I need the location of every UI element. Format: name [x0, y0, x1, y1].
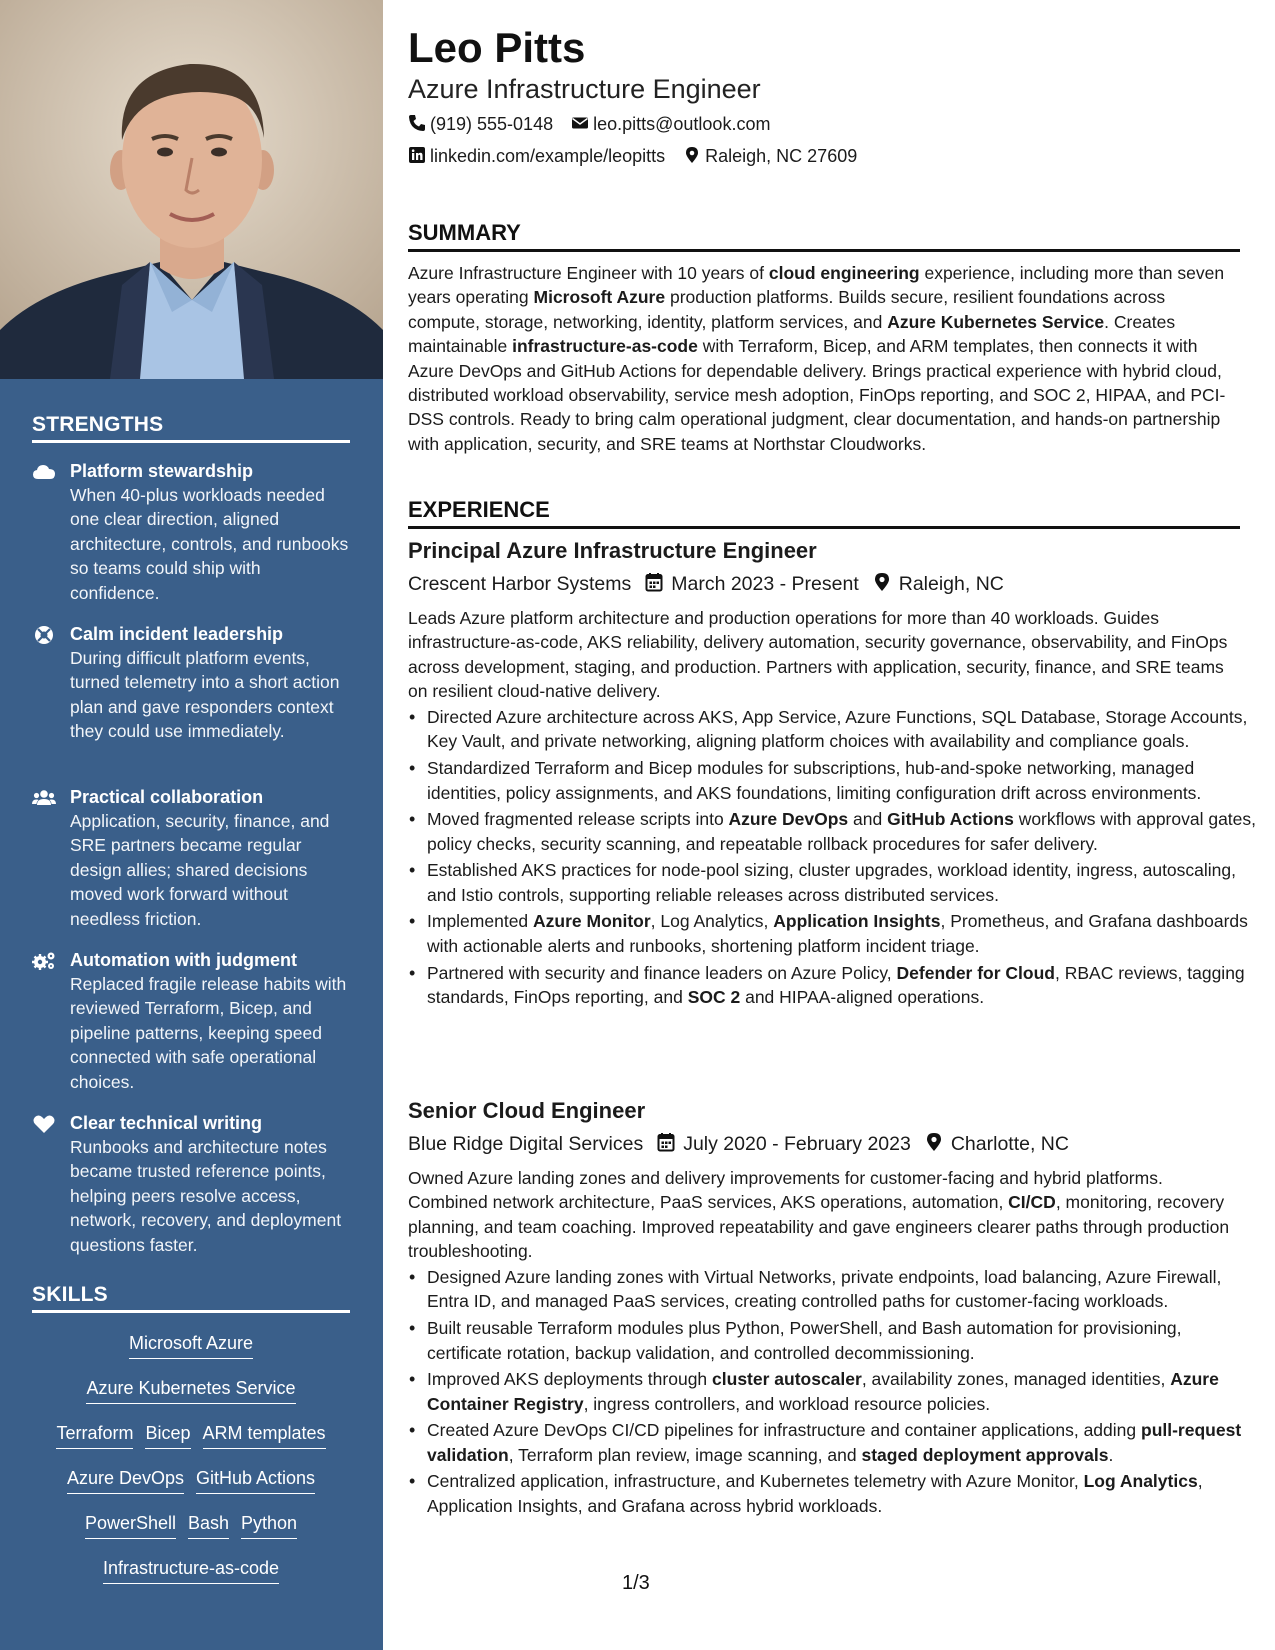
phone-icon	[408, 114, 426, 132]
job-dates: March 2023 - Present	[671, 573, 859, 595]
body-text: . Creates maintainable	[408, 311, 1176, 357]
emphasis-text: Azure Container Registry	[427, 1369, 1219, 1414]
emphasis-text: Microsoft Azure	[533, 287, 666, 308]
emphasis-text: cluster autoscaler	[712, 1369, 862, 1390]
emphasis-text: Log Analytics	[1083, 1471, 1198, 1492]
body-text: production platforms. Builds secure, resilient foundations across compute, storage, networking, identity, platform services, and	[408, 287, 1166, 332]
skill-chip: ARM templates	[203, 1423, 326, 1449]
skill-chip: Azure DevOps	[67, 1468, 184, 1494]
body-text: Owned Azure landing zones and delivery improvements for customer-facing and hybrid platforms. Combined network architecture, PaaS services, AKS operations, automation,	[408, 1168, 1163, 1213]
body-text: and HIPAA-aligned operations.	[740, 986, 985, 1007]
body-text: , RBAC reviews, tagging standards, FinOps reporting, and	[427, 962, 1245, 1007]
job-title: Senior Cloud Engineer	[408, 1098, 646, 1123]
emphasis-text: CI/CD	[1008, 1192, 1056, 1213]
job-dates: July 2020 - February 2023	[683, 1133, 911, 1155]
bullet-item	[427, 1367, 1259, 1416]
life-ring-icon	[32, 625, 56, 645]
bullet-item	[427, 1418, 1259, 1467]
emphasis-text: Application Insights	[773, 911, 941, 932]
page-number: 1/3	[622, 1572, 650, 1594]
body-text: and	[848, 809, 888, 830]
strength-item	[32, 948, 350, 1094]
bullet-item	[427, 807, 1259, 856]
body-text: , Application Insights, and Grafana across hybrid workloads.	[427, 1471, 1203, 1516]
body-text: , monitoring, recovery planning, and team coaching. Improved repeatability and gave engineers clearer paths through production troubleshooting.	[408, 1192, 1230, 1262]
job-location: Raleigh, NC	[898, 573, 1004, 595]
body-text: workflows with approval gates, policy checks, security scanning, and repeatable rollback procedures for safer delivery.	[427, 809, 1257, 854]
envelope-icon	[571, 114, 589, 132]
bullet-item	[427, 1316, 1259, 1365]
skill-chip: Azure Kubernetes Service	[86, 1378, 295, 1404]
job-bullets	[408, 1265, 1259, 1521]
emphasis-text: SOC 2	[687, 986, 741, 1007]
linkedin-icon	[408, 146, 426, 164]
body-text: Centralized application, infrastructure, and Kubernetes telemetry with Azure Monitor,	[427, 1471, 1084, 1492]
bullet-item	[427, 858, 1259, 907]
job-summary: Leads Azure platform architecture and production operations for more than 40 workloads. Guides infrastructure-as-code, AKS reliability, delivery automation, security governance, observability, and FinOps across development, staging, and production. Partners with application, security, finance, and SRE teams on resilient cloud-native delivery.	[408, 608, 1228, 702]
body-text: Established AKS practices for node-pool sizing, cluster upgrades, workload identity, ingress, autoscaling, and Istio controls, supporting reliable releases across distributed services.	[427, 860, 1236, 905]
skill-chip: GitHub Actions	[196, 1468, 315, 1494]
skill-chip: Bash	[188, 1513, 229, 1539]
emphasis-text: Azure Monitor	[533, 911, 651, 932]
candidate-headline: Azure Infrastructure Engineer	[408, 74, 761, 104]
job-location: Charlotte, NC	[950, 1133, 1069, 1155]
map-pin-icon	[925, 1132, 943, 1152]
strength-description: Runbooks and architecture notes became trusted reference points, helping peers resolve access, network, recovery, and deployment questions faster.	[70, 1137, 342, 1255]
job-title: Principal Azure Infrastructure Engineer	[408, 538, 817, 563]
emphasis-text: Defender for Cloud	[896, 962, 1055, 983]
map-pin-icon	[873, 572, 891, 592]
location-text: Raleigh, NC 27609	[705, 146, 858, 166]
skills-title: SKILLS	[32, 1283, 350, 1313]
strength-description: Replaced fragile release habits with reviewed Terraform, Bicep, and pipeline patterns, keeping speed connected with safe operational choices.	[70, 974, 347, 1092]
skills-row	[32, 1423, 350, 1449]
strength-description: During difficult platform events, turned telemetry into a short action plan and gave responders context they could use immediately.	[70, 648, 340, 742]
emphasis-text: pull-request validation	[427, 1420, 1242, 1465]
bullet-item	[427, 1469, 1259, 1518]
body-text: Implemented	[427, 911, 534, 932]
contact-row	[408, 146, 857, 167]
bullet-item	[427, 705, 1259, 754]
body-text: Directed Azure architecture across AKS, App Service, Azure Functions, SQL Database, Storage Accounts, Key Vault, and private networking, aligning platform choices with availability and compliance goals.	[427, 707, 1248, 752]
body-text: Standardized Terraform and Bicep modules for subscriptions, hub-and-spoke networking, managed identities, policy assignments, and AKS foundations, limiting configuration drift across environments.	[427, 758, 1202, 803]
emphasis-text: Azure DevOps	[728, 809, 849, 830]
strength-title: Clear technical writing	[70, 1113, 263, 1133]
strength-item	[32, 1111, 350, 1257]
skill-chip: PowerShell	[85, 1513, 176, 1539]
contact-row	[408, 114, 770, 135]
phone-number[interactable]: (919) 555-0148	[430, 114, 554, 134]
emphasis-text: Azure Kubernetes Service	[887, 311, 1105, 332]
body-text: Improved AKS deployments through	[427, 1369, 713, 1390]
body-text: Moved fragmented release scripts into	[427, 809, 729, 830]
skills-row	[32, 1513, 350, 1539]
strength-description: Application, security, finance, and SRE partners became regular design allies; shared decisions moved work forward without needless friction.	[70, 811, 330, 929]
company-name: Crescent Harbor Systems	[408, 573, 632, 595]
strength-title: Practical collaboration	[70, 787, 264, 807]
linkedin-link[interactable]: linkedin.com/example/leopitts	[430, 146, 666, 166]
job-meta	[408, 572, 1004, 596]
skills-row	[32, 1378, 350, 1404]
bullet-item	[427, 1265, 1259, 1314]
emphasis-text: cloud engineering	[768, 263, 920, 283]
company-name: Blue Ridge Digital Services	[408, 1133, 644, 1155]
strength-title: Platform stewardship	[70, 461, 254, 481]
emphasis-text: staged deployment approvals	[861, 1444, 1109, 1465]
strength-item	[32, 785, 350, 931]
profile-photo	[0, 0, 383, 379]
skill-chip: Python	[241, 1513, 297, 1539]
body-text: , Prometheus, and Grafana dashboards with actionable alerts and runbooks, shortening platform incident triage.	[427, 911, 1248, 956]
skill-chip: Bicep	[145, 1423, 190, 1449]
strength-title: Automation with judgment	[70, 950, 297, 970]
body-text: Created Azure DevOps CI/CD pipelines for infrastructure and container applications, adding	[427, 1420, 1141, 1441]
heart-icon	[32, 1114, 56, 1134]
strength-title: Calm incident leadership	[70, 624, 284, 644]
strength-item	[32, 622, 350, 744]
body-text: Azure Infrastructure Engineer with 10 years of	[408, 263, 769, 283]
calendar-icon	[645, 572, 663, 592]
skills-row	[32, 1558, 350, 1584]
skills-row	[32, 1468, 350, 1494]
bullet-item	[427, 961, 1259, 1010]
body-text: , Terraform plan review, image scanning, and	[508, 1444, 862, 1465]
body-text: Designed Azure landing zones with Virtual Networks, private endpoints, load balancing, Azure Firewall, Entra ID, and managed PaaS services, creating controlled paths for customer-facing workloads.	[427, 1267, 1222, 1312]
gears-icon	[32, 951, 56, 971]
bullet-item	[427, 756, 1259, 805]
emphasis-text: GitHub Actions	[887, 809, 1014, 830]
strength-description: When 40-plus workloads needed one clear direction, aligned architecture, controls, and runbooks so teams could ship with confidence.	[70, 485, 349, 603]
skills-row	[32, 1333, 350, 1359]
job-meta	[408, 1132, 1069, 1156]
body-text: Built reusable Terraform modules plus Python, PowerShell, and Bash automation for provisioning, certificate rotation, backup validation, and controlled decommissioning.	[427, 1318, 1182, 1363]
body-text: , Log Analytics,	[650, 911, 774, 932]
strengths-title: STRENGTHS	[32, 413, 350, 443]
emphasis-text: infrastructure-as-code	[512, 336, 698, 357]
candidate-name: Leo Pitts	[408, 24, 586, 71]
skill-chip: Microsoft Azure	[129, 1333, 253, 1359]
body-text: , ingress controllers, and workload resource policies.	[583, 1393, 991, 1414]
body-text: , availability zones, managed identities,	[861, 1369, 1171, 1390]
map-pin-icon	[683, 146, 701, 164]
job-summary	[408, 1166, 1240, 1264]
cloud-icon	[32, 462, 56, 482]
portrait-illustration	[0, 0, 383, 379]
skill-chip: Terraform	[56, 1423, 133, 1449]
body-text: Partnered with security and finance leaders on Azure Policy,	[427, 962, 897, 983]
calendar-icon	[657, 1132, 675, 1152]
sidebar	[0, 0, 383, 1650]
summary-title: SUMMARY	[408, 220, 1240, 252]
job-bullets	[408, 705, 1259, 1012]
body-text: with Terraform, Bicep, and ARM templates, then connects it with Azure DevOps and GitHub Actions for dependable delivery. Brings practical experience with hybrid cloud, distributed workload observability, service mesh adoption, FinOps reporting, and SOC 2, HIPAA, and PCI-DSS controls. Ready to bring calm operational judgment, clear documentation, and hands-on partnership with application, security, and SRE teams at Northstar Cloudworks.	[408, 336, 1226, 454]
experience-title: EXPERIENCE	[408, 497, 1240, 529]
body-text: experience, including more than seven years operating	[408, 263, 1225, 308]
bullet-item	[427, 909, 1259, 958]
skill-chip: Infrastructure-as-code	[103, 1558, 279, 1584]
strength-item	[32, 459, 350, 605]
summary-text	[408, 261, 1240, 456]
users-icon	[32, 788, 56, 808]
email-link[interactable]: leo.pitts@outlook.com	[593, 114, 771, 134]
body-text: .	[1108, 1444, 1114, 1465]
